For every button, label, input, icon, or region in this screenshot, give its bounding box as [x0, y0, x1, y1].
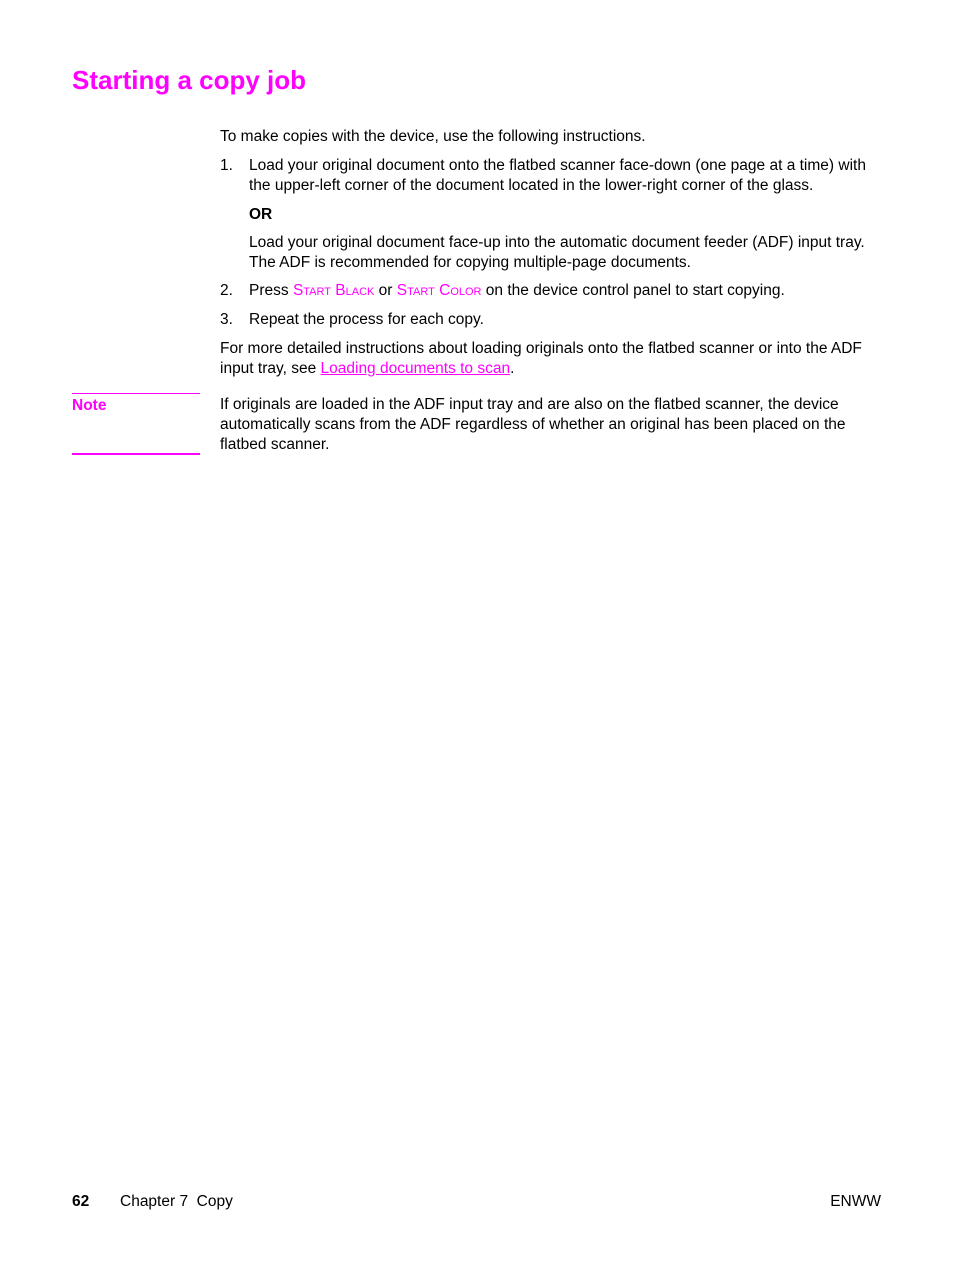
step-text-mid: or [374, 282, 397, 299]
start-color-key: Start Color [396, 282, 482, 299]
step-text-before: Press [249, 282, 293, 299]
step-text-after: on the device control panel to start copying. [481, 282, 785, 299]
start-black-key: Start Black [292, 282, 375, 299]
note-text: If originals are loaded in the ADF input tray and are also on the flatbed scanner, the device automatically scans from the ADF regardless of whether an original has been placed on the flatbed scanner. [220, 396, 846, 453]
footer-chapter: Chapter 7 Copy [120, 1193, 233, 1210]
step-text: Load your original document onto the flatbed scanner face-down (one page at a time) with the upper-left corner of the document located in the lower-right corner of the glass. [249, 157, 866, 194]
alternative-paragraph: Load your original document face-up into the automatic document feeder (ADF) input tray. The ADF is recommended for copying multiple-page documents. [249, 234, 865, 271]
step-number: 3. [220, 311, 233, 328]
more-info-text: For more detailed instructions about loading originals onto the flatbed scanner or into the ADF input tray, see [220, 340, 862, 377]
loading-documents-link[interactable]: Loading documents to scan [320, 360, 511, 377]
step-number: 1. [220, 157, 233, 174]
step-number: 2. [220, 282, 233, 299]
note-bottom-rule [72, 453, 200, 455]
page-number: 62 [72, 1193, 90, 1210]
or-separator: OR [249, 206, 273, 223]
more-info-paragraph [220, 339, 880, 379]
step-text: Repeat the process for each copy. [249, 311, 484, 328]
more-info-period: . [510, 360, 515, 377]
intro-paragraph: To make copies with the device, use the following instructions. [220, 128, 646, 145]
step-text [249, 281, 881, 301]
footer-locale: ENWW [830, 1193, 881, 1210]
page-title: Starting a copy job [72, 65, 307, 95]
note-label: Note [72, 397, 107, 414]
note-top-rule [72, 393, 200, 394]
